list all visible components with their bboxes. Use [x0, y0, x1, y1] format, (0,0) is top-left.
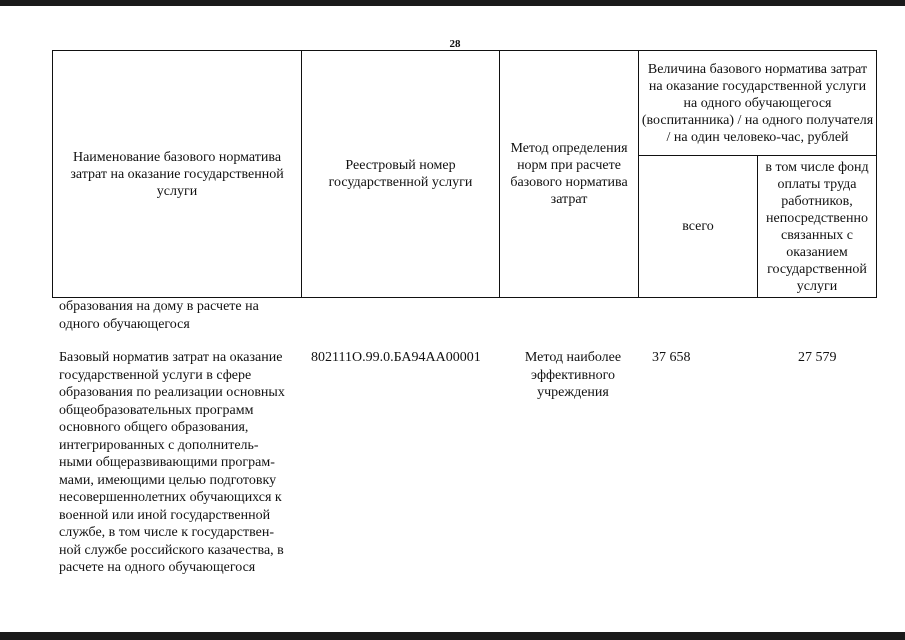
- text-line: образования по реализации основных: [59, 385, 285, 400]
- text-line: расчете на одного обучающегося: [59, 560, 256, 575]
- text-line: военной или иной государственной: [59, 507, 271, 523]
- table-row-method: [506, 349, 640, 402]
- text-line: эффективного: [531, 367, 615, 383]
- text-line: несовершеннолетних обучающихся к: [59, 490, 282, 505]
- scan-border-bottom: [0, 632, 905, 640]
- continued-service-name: [59, 298, 303, 333]
- table-row-total-value: 37 658: [652, 350, 691, 365]
- table-row-registry-number: 802111О.99.0.БА94АА00001: [311, 350, 481, 365]
- header-value-column: Величина базового норматива затрат на оказание государственной услуги на одного обучающегося (воспитанника) / на одного получателя / на один человеко-час, рублей: [639, 51, 877, 156]
- text-line: ной службе российского казачества, в: [59, 542, 284, 558]
- page-number: 28: [449, 38, 461, 50]
- text-line: общеобразовательных программ: [59, 402, 254, 418]
- header-name-column: Наименование базового норматива затрат на оказание государственной услуги: [53, 51, 302, 298]
- text-line: Базовый норматив затрат на оказание: [59, 350, 283, 365]
- text-line: основного общего образования,: [59, 420, 249, 435]
- scan-border-top: [0, 0, 905, 6]
- header-registry-column: Реестровый номер государственной услуги: [302, 51, 500, 298]
- text-line: ными общеразвивающими програм-: [59, 455, 275, 470]
- header-method-column: Метод определения норм при расчете базового норматива затрат: [500, 51, 639, 298]
- text-line: государственной услуги в сфере: [59, 367, 252, 383]
- text-line: службе, в том числе к государствен-: [59, 525, 274, 540]
- header-total-column: всего: [639, 156, 758, 298]
- text-line: интегрированных с дополнитель-: [59, 437, 259, 453]
- header-fund-column: в том числе фонд оплаты труда работников, непосредственно связанных с оказанием государственной услуги: [758, 156, 877, 298]
- text-line: образования на дому в расчете на: [59, 299, 259, 314]
- norm-table-header: [52, 50, 877, 298]
- text-line: одного обучающегося: [59, 316, 190, 332]
- table-row-service-name: [59, 349, 303, 577]
- text-line: учреждения: [537, 385, 609, 400]
- text-line: Метод наиболее: [524, 350, 622, 365]
- table-row-fund-value: 27 579: [798, 350, 837, 365]
- text-line: мами, имеющими целью подготовку: [59, 472, 277, 488]
